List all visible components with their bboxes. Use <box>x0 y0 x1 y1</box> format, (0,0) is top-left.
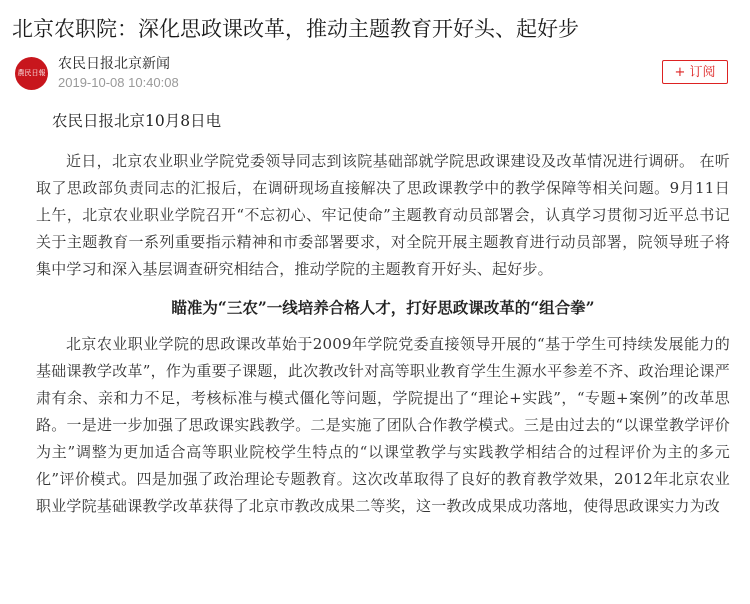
article-paragraph: 近日，北京农业职业学院党委领导同志到该院基础部就学院思政课建设及改革情况进行调研。 在听取了思政部负责同志的汇报后，在调研现场直接解决了思政课教学中的教学保障等相关问题。9月11日上午，北京农业职业学院召开“不忘初心、牢记使命”主题教育动员部署会，认真学习贯彻习近平总书记关于主题教育一系列重要指示精神和市委部署要求，对全院开展主题教育进行动员部署，院领导班子将集中学习和深入基层调查研究相结合，推动学院的主题教育开好头、起好步。 <box>36 152 730 278</box>
article-dateline: 农民日报北京10月8日电 <box>52 112 222 130</box>
article-title: 北京农职院：深化思政课改革，推动主题教育开好头、起好步 <box>12 17 579 41</box>
article-body <box>36 108 730 520</box>
content-fade-overlay <box>0 520 750 604</box>
article-paragraph: 北京农业职业学院的思政课改革始于2009年学院党委直接领导开展的“基于学生可持续发展能力的基础课教学改革”，作为重要子课题，此次教改针对高等职业教育学生生源水平参差不齐、政治理论课严肃有余、亲和力不足，考核标准与模式僵化等问题，学院提出了“理论+实践”，“专题+案例”的改革思路。一是进一步加强了思政课实践教学。二是实施了团队合作教学模式。三是由过去的“以课堂教学评价为主”调整为更加适合高等职业院校学生特点的“以课堂教学与实践教学相结合的过程评价为主的多元化”评价模式。四是加强了政治理论专题教育。这次改革取得了良好的教育教学效果，2012年北京农业职业学院基础课教学改革获得了北京市教改成果二等奖，这一教改成果成功落地，使得思政课实力为改 <box>36 335 730 515</box>
author-avatar[interactable]: 農民日報 <box>15 57 48 90</box>
publish-date: 2019-10-08 10:40:08 <box>58 75 179 90</box>
author-name[interactable]: 农民日报北京新闻 <box>58 56 170 72</box>
article-subheading: 瞄准为“三农”一线培养合格人才，打好思政课改革的“组合拳” <box>171 298 595 317</box>
subscribe-button[interactable]: + 订阅 <box>662 60 728 84</box>
